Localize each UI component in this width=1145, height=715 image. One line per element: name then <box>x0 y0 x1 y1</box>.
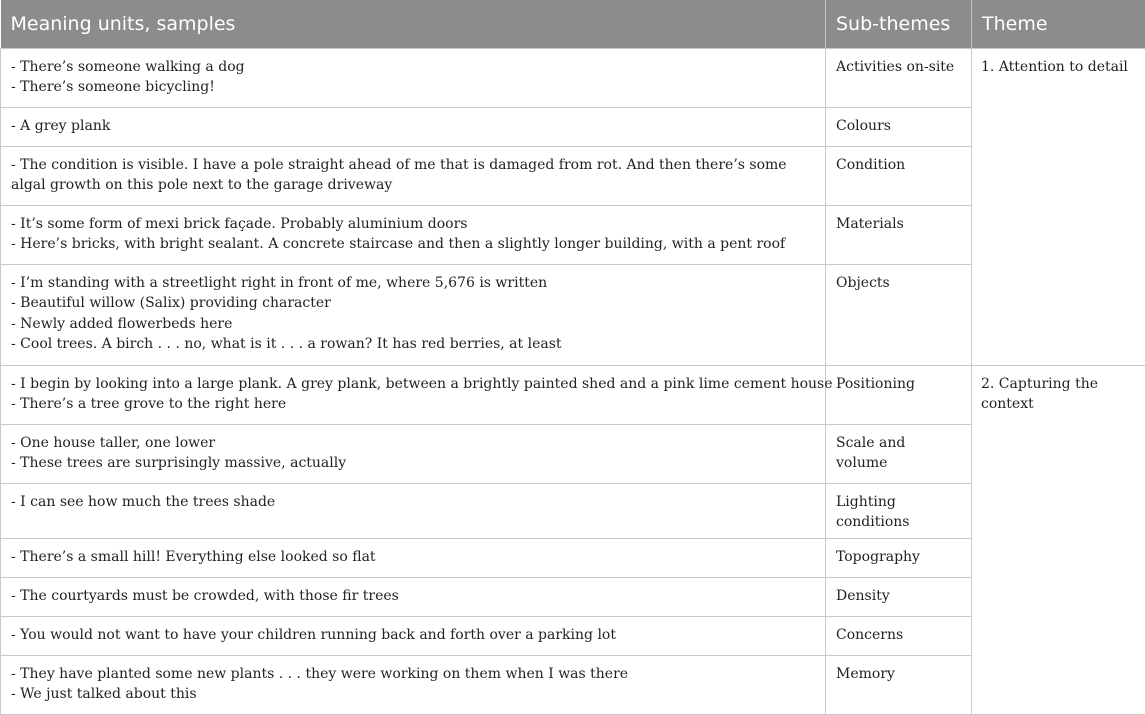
sample-line: - These trees are surprisingly massive, actually <box>11 453 815 474</box>
sample-line: - I’m standing with a streetlight right in front of me, where 5,676 is written <box>11 273 815 294</box>
sample-line: - We just talked about this <box>11 684 815 705</box>
subtheme-cell: Materials <box>826 205 972 264</box>
sample-line: - I begin by looking into a large plank. A grey plank, between a brightly painted shed and a pink lime cement house <box>11 374 815 395</box>
subtheme-cell: Topography <box>826 538 972 577</box>
subtheme-cell: Positioning <box>826 365 972 424</box>
sample-line: - You would not want to have your children running back and forth over a parking lot <box>11 625 815 646</box>
sample-line: - I can see how much the trees shade <box>11 492 815 513</box>
samples-cell <box>1 538 826 577</box>
subtheme-cell: Condition <box>826 146 972 205</box>
theme-cell: 1. Attention to detail <box>972 48 1145 365</box>
samples-cell <box>1 616 826 655</box>
table-row <box>1 365 1145 424</box>
sample-line: - Cool trees. A birch . . . no, what is it . . . a rowan? It has red berries, at least <box>11 334 815 355</box>
samples-cell <box>1 577 826 616</box>
subtheme-cell: Concerns <box>826 616 972 655</box>
samples-cell <box>1 655 826 714</box>
subtheme-cell: Objects <box>826 264 972 365</box>
sample-line: - They have planted some new plants . . . they were working on them when I was there <box>11 664 815 685</box>
sample-line: - There’s someone walking a dog <box>11 57 815 78</box>
sample-line: - A grey plank <box>11 116 815 137</box>
header-sub-themes: Sub-themes <box>826 0 972 48</box>
sample-line: - One house taller, one lower <box>11 433 815 454</box>
sample-line: - The courtyards must be crowded, with those fir trees <box>11 586 815 607</box>
theme-cell: 2. Capturing the context <box>972 365 1145 714</box>
subtheme-cell: Activities on-site <box>826 48 972 107</box>
subtheme-cell: Memory <box>826 655 972 714</box>
header-theme: Theme <box>972 0 1145 48</box>
subtheme-cell: Density <box>826 577 972 616</box>
subtheme-cell: Colours <box>826 107 972 146</box>
header-meaning-units: Meaning units, samples <box>1 0 826 48</box>
header-row <box>1 0 1145 48</box>
samples-cell <box>1 424 826 483</box>
sample-line: - The condition is visible. I have a pole straight ahead of me that is damaged from rot. And then there’s some algal growth on this pole next to the garage driveway <box>11 155 815 196</box>
subtheme-cell: Scale and volume <box>826 424 972 483</box>
samples-cell <box>1 205 826 264</box>
samples-cell <box>1 146 826 205</box>
sample-line: - There’s a small hill! Everything else looked so flat <box>11 547 815 568</box>
sample-line: - There’s a tree grove to the right here <box>11 394 815 415</box>
samples-cell <box>1 365 826 424</box>
samples-cell <box>1 264 826 365</box>
samples-cell <box>1 107 826 146</box>
sample-line: - There’s someone bicycling! <box>11 77 815 98</box>
sample-line: - Beautiful willow (Salix) providing character <box>11 293 815 314</box>
sample-line: - It’s some form of mexi brick façade. Probably aluminium doors <box>11 214 815 235</box>
samples-cell <box>1 483 826 538</box>
subtheme-cell: Lighting conditions <box>826 483 972 538</box>
samples-cell <box>1 48 826 107</box>
sample-line: - Newly added flowerbeds here <box>11 314 815 335</box>
table-row <box>1 48 1145 107</box>
sample-line: - Here’s bricks, with bright sealant. A concrete staircase and then a slightly longer building, with a pent roof <box>11 234 815 255</box>
